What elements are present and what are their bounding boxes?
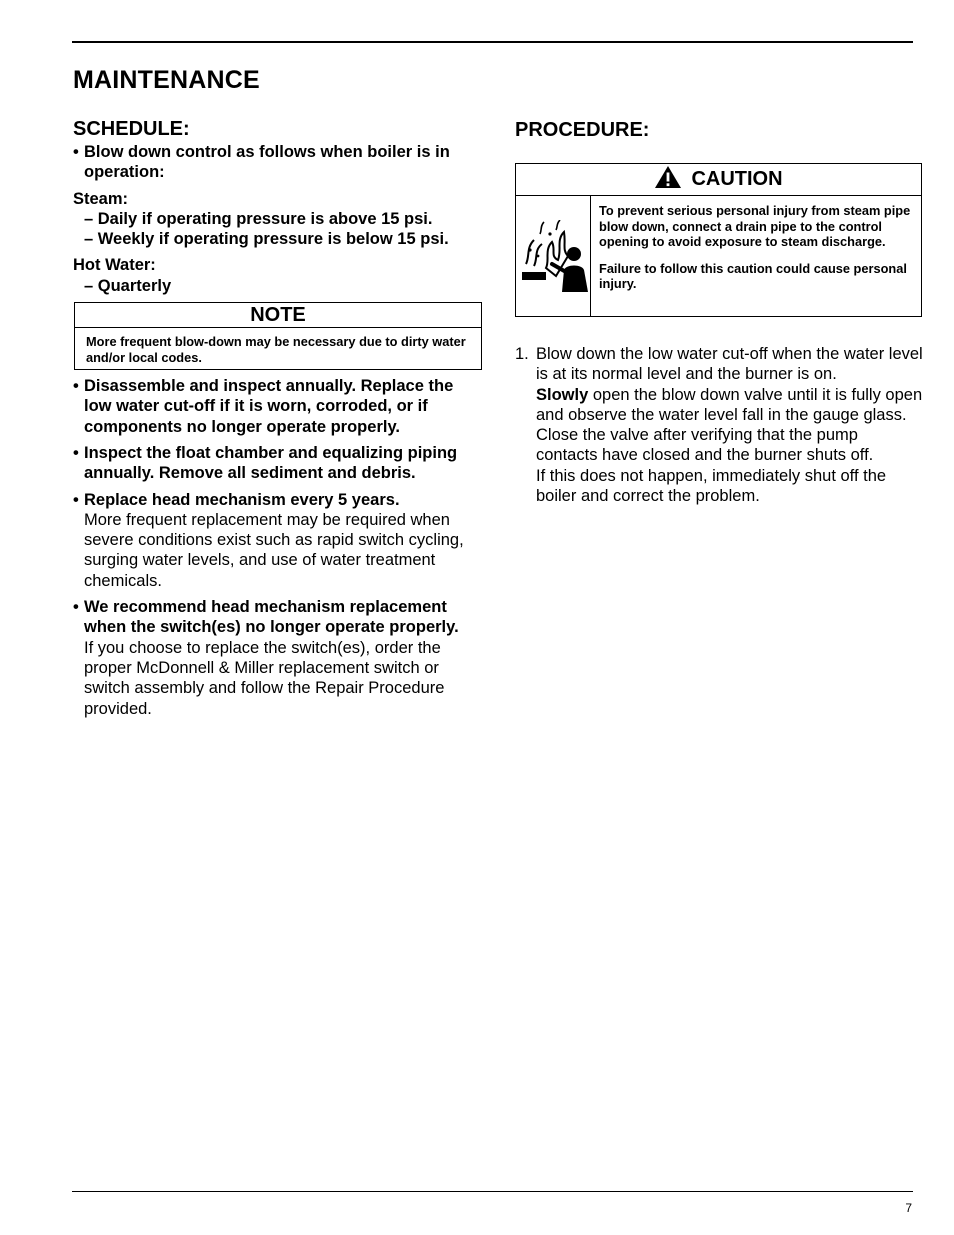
- bullet-detail-text: If you choose to replace the switch(es), order the proper McDonnell & Miller replacement switch or switch assembly and follow the Repair Procedure provided.: [84, 638, 445, 718]
- bullet-bold-text: Disassemble and inspect annually. Replace the low water cut-off if it is worn, corroded, or if components no longer operate properly.: [84, 377, 454, 436]
- bullet-marker: •: [73, 377, 79, 396]
- step-line-action: open the blow down valve until it is fully open and observe the water level fall in the gauge glass. Close the valve after verifying that the pump contacts have closed and the burner shuts off.: [536, 385, 923, 465]
- step-text: [536, 344, 923, 506]
- warning-triangle-icon: [654, 165, 682, 194]
- caution-heading: CAUTION: [691, 168, 783, 190]
- bullet-replace-head: [73, 490, 483, 591]
- bullet-bold-text: We recommend head mechanism replacement when the switch(es) no longer operate properly.: [84, 598, 459, 637]
- steam-label: Steam:: [73, 189, 129, 208]
- procedure-column: [515, 116, 923, 506]
- bullet-marker: •: [73, 143, 79, 161]
- bullet-recommend-replacement: [73, 597, 483, 719]
- step-emphasis: Slowly: [536, 385, 589, 404]
- bullet-bold-text: Replace head mechanism every 5 years.: [84, 490, 400, 509]
- bullet-detail-text: More frequent replacement may be required when severe conditions exist such as rapid switch cycling, surging water levels, and use of water treatment chemicals.: [84, 510, 464, 590]
- steam-burn-hazard-icon: [516, 196, 591, 316]
- bottom-rule: [72, 1191, 913, 1192]
- caution-header: [516, 164, 921, 196]
- note-box: [74, 302, 482, 370]
- bullet-inspect-float: [73, 443, 483, 484]
- caution-body: [516, 196, 921, 316]
- caution-paragraph: To prevent serious personal injury from steam pipe blow down, connect a drain pipe to the control opening to avoid exposure to steam discharge.: [599, 203, 911, 250]
- schedule-column: [73, 116, 483, 719]
- note-text: More frequent blow-down may be necessary due to dirty water and/or local codes.: [86, 334, 466, 365]
- step-line-intro: Blow down the low water cut-off when the water level is at its normal level and the burner is on.: [536, 345, 923, 384]
- step-number: 1.: [515, 345, 529, 363]
- page-title: MAINTENANCE: [73, 66, 260, 94]
- blowdown-bullet: [73, 142, 483, 183]
- bullet-marker: •: [73, 598, 79, 617]
- steam-item-daily: – Daily if operating pressure is above 15 psi.: [84, 209, 433, 228]
- bullet-marker: •: [73, 490, 79, 509]
- page-number: 7: [905, 1201, 912, 1215]
- bullet-disassemble: [73, 376, 483, 437]
- step-line-fallback: If this does not happen, immediately shut off the boiler and correct the problem.: [536, 466, 887, 506]
- bullet-bold-text: Inspect the float chamber and equalizing piping annually. Remove all sediment and debris.: [84, 443, 458, 483]
- steam-item-weekly: – Weekly if operating pressure is below 15 psi.: [84, 230, 449, 249]
- bullet-marker: •: [73, 443, 79, 462]
- hot-water-item-quarterly: – Quarterly: [84, 276, 172, 295]
- caution-box: [515, 163, 922, 317]
- caution-paragraph: Failure to follow this caution could cause personal injury.: [599, 260, 907, 292]
- top-rule: [72, 41, 913, 43]
- blowdown-text: Blow down control as follows when boiler is in operation:: [84, 143, 450, 182]
- schedule-heading: SCHEDULE:: [73, 118, 190, 140]
- note-heading: NOTE: [75, 303, 481, 328]
- procedure-step-1: [515, 344, 923, 506]
- hot-water-label: Hot Water:: [73, 256, 156, 275]
- procedure-heading: PROCEDURE:: [515, 119, 650, 141]
- caution-text: [591, 196, 921, 316]
